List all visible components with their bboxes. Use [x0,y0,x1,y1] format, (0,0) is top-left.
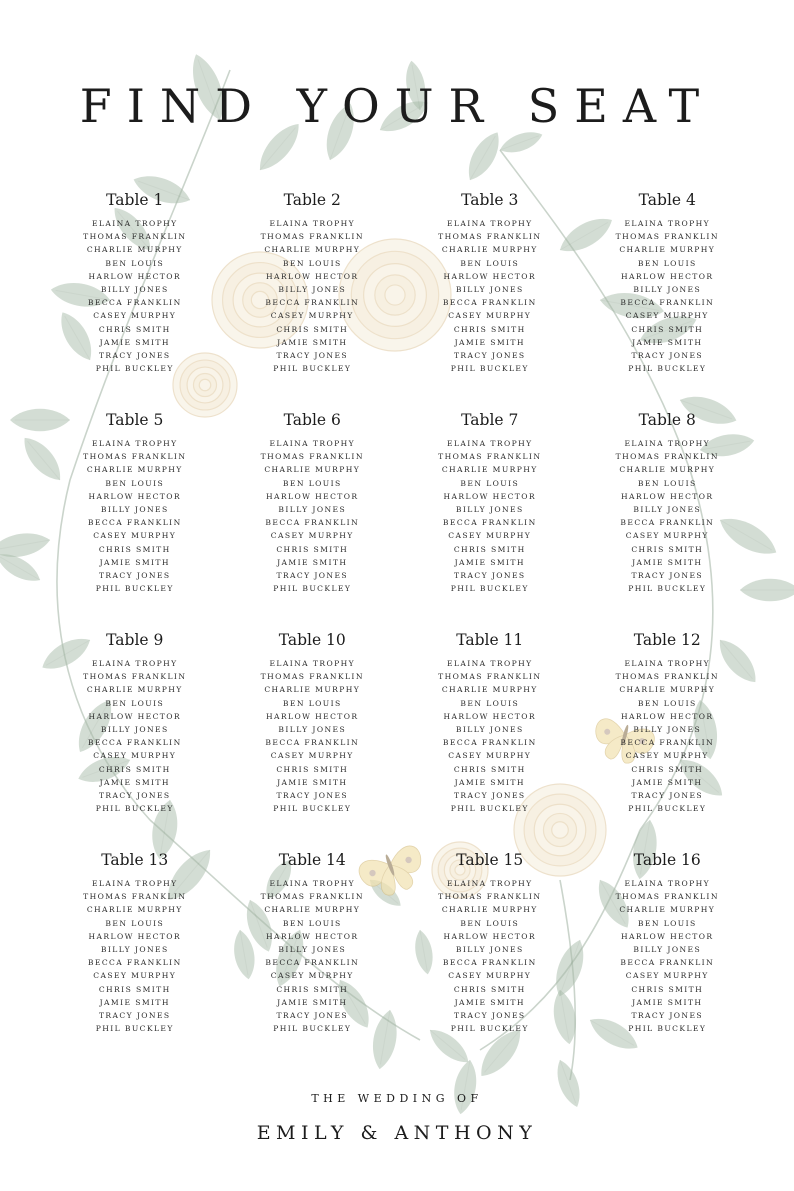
guest-name: CHARLIE MURPHY [86,685,183,695]
guest-name: BEN LOUIS [637,258,697,268]
guest-name: BEN LOUIS [105,918,165,928]
guest-name: ELAINA TROPHY [624,219,711,228]
guest-name: ELAINA TROPHY [269,219,356,228]
guest-name: BILLY JONES [278,945,347,955]
guest-name: ELAINA TROPHY [446,879,533,888]
guest-name: BEN LOUIS [282,698,342,708]
guest-name: BECCA FRANKLIN [442,518,537,528]
guest-name: CHARLIE MURPHY [441,245,538,255]
guest-name: HARLOW HECTOR [88,931,181,941]
guest-name: JAMIE SMITH [454,337,525,347]
table-heading: Table 7 [461,411,519,429]
couple-names: EMILY & ANTHONY [256,1122,538,1144]
guest-list [579,437,757,595]
guest-name: BILLY JONES [455,945,524,955]
table-heading: Table 9 [106,631,164,649]
guest-name: ELAINA TROPHY [91,219,178,228]
guest-name: CHRIS SMITH [276,764,349,774]
guest-name: BILLY JONES [100,945,169,955]
guest-name: CASEY MURPHY [448,531,532,541]
guest-name: PHIL BUCKLEY [628,364,707,374]
guest-name: CASEY MURPHY [625,751,709,761]
guest-name: BILLY JONES [633,725,702,735]
guest-name: CHARLIE MURPHY [619,245,716,255]
guest-name: CHRIS SMITH [98,324,171,334]
guest-name: TRACY JONES [276,351,349,361]
guest-name: CASEY MURPHY [93,971,177,981]
guest-name: PHIL BUCKLEY [450,364,529,374]
guest-name: BEN LOUIS [637,478,697,488]
guest-name: TRACY JONES [98,1011,171,1021]
guest-name: BEN LOUIS [460,258,520,268]
guest-name: ELAINA TROPHY [91,879,178,888]
table-heading: Table 5 [106,411,164,429]
guest-name: BILLY JONES [455,285,524,295]
guest-name: BECCA FRANKLIN [620,738,715,748]
guest-name: HARLOW HECTOR [266,711,359,721]
guest-name: PHIL BUCKLEY [273,804,352,814]
guest-name: TRACY JONES [98,571,171,581]
guest-name: CHRIS SMITH [453,764,526,774]
guest-name: THOMAS FRANKLIN [615,452,719,462]
guest-list [579,217,757,375]
guest-name: CHRIS SMITH [453,984,526,994]
guest-name: BEN LOUIS [105,478,165,488]
guest-name: CHARLIE MURPHY [264,905,361,915]
guest-name: THOMAS FRANKLIN [438,452,542,462]
table-heading: Table 4 [638,191,696,209]
guest-name: BEN LOUIS [105,698,165,708]
guest-name: CHRIS SMITH [631,324,704,334]
guest-name: BECCA FRANKLIN [87,518,182,528]
guest-name: PHIL BUCKLEY [273,364,352,374]
guest-name: CHARLIE MURPHY [264,465,361,475]
guest-name: TRACY JONES [453,351,526,361]
guest-name: CHRIS SMITH [276,544,349,554]
guest-name: ELAINA TROPHY [446,219,533,228]
guest-name: BECCA FRANKLIN [265,958,360,968]
guest-name: HARLOW HECTOR [266,491,359,501]
guest-name: HARLOW HECTOR [621,271,714,281]
guest-name: CHARLIE MURPHY [264,685,361,695]
guest-name: CHRIS SMITH [631,544,704,554]
guest-name: THOMAS FRANKLIN [438,672,542,682]
guest-name: CASEY MURPHY [625,311,709,321]
guest-name: CHARLIE MURPHY [86,465,183,475]
guest-name: BECCA FRANKLIN [265,738,360,748]
guest-name: TRACY JONES [631,571,704,581]
guest-name: CHRIS SMITH [98,984,171,994]
guest-name: JAMIE SMITH [277,777,348,787]
guest-name: BEN LOUIS [637,918,697,928]
guest-name: TRACY JONES [276,1011,349,1021]
guest-name: TRACY JONES [276,791,349,801]
guest-name: BECCA FRANKLIN [620,958,715,968]
guest-list [224,217,402,375]
guest-name: PHIL BUCKLEY [450,1024,529,1034]
guest-list [46,877,224,1035]
guest-name: BEN LOUIS [460,918,520,928]
guest-name: BILLY JONES [455,725,524,735]
guest-name: HARLOW HECTOR [266,271,359,281]
guest-name: BECCA FRANKLIN [265,298,360,308]
guest-name: BILLY JONES [633,505,702,515]
guest-name: JAMIE SMITH [99,777,170,787]
guest-name: BEN LOUIS [282,918,342,928]
guest-name: HARLOW HECTOR [88,491,181,501]
table-block [46,850,224,1070]
guest-name: HARLOW HECTOR [443,711,536,721]
guest-name: TRACY JONES [631,1011,704,1021]
guest-name: BILLY JONES [633,285,702,295]
guest-list [224,657,402,815]
guest-name: TRACY JONES [631,351,704,361]
guest-list [579,877,757,1035]
guest-name: HARLOW HECTOR [266,931,359,941]
guest-name: CASEY MURPHY [270,971,354,981]
guest-name: TRACY JONES [453,571,526,581]
guest-name: JAMIE SMITH [99,337,170,347]
guest-name: BILLY JONES [100,725,169,735]
guest-name: JAMIE SMITH [632,337,703,347]
guest-name: ELAINA TROPHY [624,879,711,888]
guest-name: CHARLIE MURPHY [264,245,361,255]
guest-name: CASEY MURPHY [270,311,354,321]
guest-name: CASEY MURPHY [93,751,177,761]
guest-name: CHRIS SMITH [631,764,704,774]
guest-name: CASEY MURPHY [93,311,177,321]
guest-name: PHIL BUCKLEY [95,584,174,594]
table-block [579,190,757,410]
guest-name: JAMIE SMITH [454,997,525,1007]
guest-name: JAMIE SMITH [454,777,525,787]
table-heading: Table 2 [283,191,341,209]
guest-name: BECCA FRANKLIN [87,958,182,968]
table-block [401,190,579,410]
guest-name: PHIL BUCKLEY [273,584,352,594]
guest-name: BECCA FRANKLIN [265,518,360,528]
guest-name: BECCA FRANKLIN [620,298,715,308]
guest-name: THOMAS FRANKLIN [615,672,719,682]
guest-name: JAMIE SMITH [277,997,348,1007]
guest-name: BEN LOUIS [637,698,697,708]
guest-name: TRACY JONES [453,791,526,801]
table-heading: Table 6 [283,411,341,429]
guest-name: THOMAS FRANKLIN [83,452,187,462]
table-heading: Table 16 [633,851,701,869]
guest-name: BILLY JONES [278,285,347,295]
guest-name: THOMAS FRANKLIN [260,892,364,902]
guest-name: BEN LOUIS [282,478,342,488]
table-block [46,190,224,410]
guest-name: HARLOW HECTOR [88,711,181,721]
page-title: FIND YOUR SEAT [79,79,715,133]
guest-name: CASEY MURPHY [448,751,532,761]
guest-name: ELAINA TROPHY [269,659,356,668]
guest-name: CASEY MURPHY [270,531,354,541]
guest-name: ELAINA TROPHY [91,439,178,448]
guest-name: BILLY JONES [100,285,169,295]
table-block [401,410,579,630]
guest-list [224,437,402,595]
guest-name: THOMAS FRANKLIN [438,892,542,902]
guest-name: BILLY JONES [633,945,702,955]
guest-list [46,657,224,815]
guest-name: HARLOW HECTOR [621,711,714,721]
guest-name: JAMIE SMITH [632,557,703,567]
seating-grid [46,190,756,1070]
guest-name: ELAINA TROPHY [446,439,533,448]
guest-name: BECCA FRANKLIN [442,958,537,968]
guest-name: BILLY JONES [455,505,524,515]
guest-name: HARLOW HECTOR [621,931,714,941]
guest-name: CHRIS SMITH [453,324,526,334]
guest-name: PHIL BUCKLEY [628,1024,707,1034]
eucalyptus-leaf-icon [461,127,507,185]
table-heading: Table 14 [278,851,346,869]
table-heading: Table 8 [638,411,696,429]
table-block [579,850,757,1070]
table-heading: Table 13 [101,851,169,869]
guest-name: CHARLIE MURPHY [86,245,183,255]
guest-name: BECCA FRANKLIN [442,298,537,308]
table-heading: Table 10 [278,631,346,649]
guest-name: HARLOW HECTOR [621,491,714,501]
table-block [579,630,757,850]
table-heading: Table 11 [456,631,524,649]
guest-name: JAMIE SMITH [277,337,348,347]
guest-name: CHARLIE MURPHY [619,905,716,915]
guest-name: CHRIS SMITH [98,544,171,554]
table-heading: Table 3 [461,191,519,209]
guest-name: TRACY JONES [453,1011,526,1021]
guest-name: THOMAS FRANKLIN [83,672,187,682]
guest-name: JAMIE SMITH [632,777,703,787]
guest-name: BECCA FRANKLIN [620,518,715,528]
table-block [46,410,224,630]
guest-name: PHIL BUCKLEY [95,364,174,374]
guest-name: BEN LOUIS [105,258,165,268]
guest-name: BEN LOUIS [460,478,520,488]
guest-list [401,877,579,1035]
table-block [401,850,579,1070]
guest-name: TRACY JONES [631,791,704,801]
guest-name: PHIL BUCKLEY [273,1024,352,1034]
guest-name: THOMAS FRANKLIN [615,232,719,242]
table-heading: Table 12 [633,631,701,649]
guest-name: CHARLIE MURPHY [86,905,183,915]
guest-name: JAMIE SMITH [99,997,170,1007]
guest-name: PHIL BUCKLEY [95,804,174,814]
guest-name: BILLY JONES [278,505,347,515]
guest-name: CASEY MURPHY [448,971,532,981]
table-block [401,630,579,850]
guest-list [46,217,224,375]
guest-name: CASEY MURPHY [93,531,177,541]
guest-name: CHRIS SMITH [276,984,349,994]
guest-name: CHARLIE MURPHY [441,905,538,915]
guest-name: THOMAS FRANKLIN [438,232,542,242]
guest-list [401,657,579,815]
guest-name: CASEY MURPHY [270,751,354,761]
table-block [224,630,402,850]
guest-name: BECCA FRANKLIN [442,738,537,748]
guest-name: CHRIS SMITH [453,544,526,554]
table-block [224,190,402,410]
guest-name: ELAINA TROPHY [624,439,711,448]
guest-name: BEN LOUIS [460,698,520,708]
guest-name: CHRIS SMITH [98,764,171,774]
guest-name: BECCA FRANKLIN [87,298,182,308]
guest-list [401,217,579,375]
guest-name: ELAINA TROPHY [269,439,356,448]
guest-name: TRACY JONES [98,791,171,801]
guest-name: BILLY JONES [100,505,169,515]
guest-list [579,657,757,815]
guest-name: ELAINA TROPHY [91,659,178,668]
table-block [224,850,402,1070]
guest-name: ELAINA TROPHY [446,659,533,668]
guest-list [401,437,579,595]
guest-name: PHIL BUCKLEY [628,584,707,594]
table-block [579,410,757,630]
guest-name: TRACY JONES [98,351,171,361]
guest-name: ELAINA TROPHY [624,659,711,668]
guest-name: THOMAS FRANKLIN [260,452,364,462]
guest-name: HARLOW HECTOR [443,491,536,501]
guest-name: THOMAS FRANKLIN [83,232,187,242]
table-block [224,410,402,630]
guest-name: HARLOW HECTOR [443,271,536,281]
guest-name: CASEY MURPHY [625,531,709,541]
guest-name: PHIL BUCKLEY [95,1024,174,1034]
guest-name: CHARLIE MURPHY [619,685,716,695]
guest-name: CHARLIE MURPHY [441,465,538,475]
guest-name: HARLOW HECTOR [443,931,536,941]
guest-name: CASEY MURPHY [625,971,709,981]
guest-name: THOMAS FRANKLIN [615,892,719,902]
table-heading: Table 1 [106,191,164,209]
guest-name: THOMAS FRANKLIN [260,232,364,242]
guest-name: CHARLIE MURPHY [619,465,716,475]
guest-list [46,437,224,595]
guest-name: THOMAS FRANKLIN [83,892,187,902]
guest-name: PHIL BUCKLEY [450,584,529,594]
guest-name: JAMIE SMITH [454,557,525,567]
table-heading: Table 15 [456,851,524,869]
guest-name: BILLY JONES [278,725,347,735]
wedding-of-subtitle: THE WEDDING OF [311,1092,483,1105]
guest-name: CHRIS SMITH [631,984,704,994]
guest-name: HARLOW HECTOR [88,271,181,281]
guest-name: BEN LOUIS [282,258,342,268]
guest-name: JAMIE SMITH [99,557,170,567]
guest-name: PHIL BUCKLEY [628,804,707,814]
guest-name: ELAINA TROPHY [269,879,356,888]
guest-name: CHARLIE MURPHY [441,685,538,695]
guest-name: TRACY JONES [276,571,349,581]
table-block [46,630,224,850]
guest-name: THOMAS FRANKLIN [260,672,364,682]
guest-name: CASEY MURPHY [448,311,532,321]
guest-name: JAMIE SMITH [632,997,703,1007]
guest-name: CHRIS SMITH [276,324,349,334]
guest-list [224,877,402,1035]
guest-name: JAMIE SMITH [277,557,348,567]
guest-name: PHIL BUCKLEY [450,804,529,814]
guest-name: BECCA FRANKLIN [87,738,182,748]
